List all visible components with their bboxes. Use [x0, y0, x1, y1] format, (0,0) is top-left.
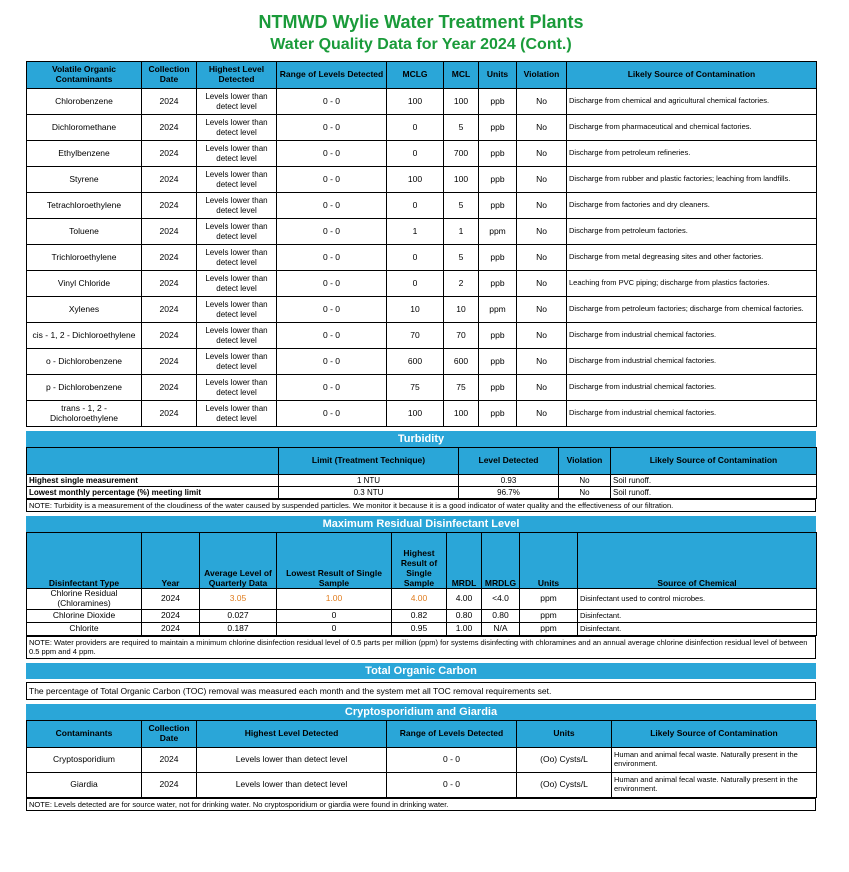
toc-band: Total Organic Carbon [26, 663, 816, 679]
voc-cell: 0 [387, 141, 444, 167]
voc-table [26, 61, 817, 427]
table-row [27, 297, 817, 323]
document-title-block [26, 12, 816, 54]
mrdl-cell: ppm [520, 589, 578, 610]
voc-cell: ppb [479, 167, 517, 193]
table-row [27, 375, 817, 401]
voc-cell: No [517, 349, 567, 375]
voc-cell: 2024 [142, 401, 197, 427]
mrdl-cell: Chlorine Dioxide [27, 609, 142, 622]
mrdl-cell: 0.027 [200, 609, 277, 622]
mrdl-cell: 0 [277, 609, 392, 622]
voc-cell: 5 [444, 245, 479, 271]
voc-cell: 75 [444, 375, 479, 401]
voc-cell: 600 [444, 349, 479, 375]
voc-cell: o - Dichlorobenzene [27, 349, 142, 375]
turbidity-header-cell: Violation [559, 448, 611, 475]
voc-cell: 0 [387, 271, 444, 297]
voc-cell: 2024 [142, 297, 197, 323]
voc-cell: 0 - 0 [277, 115, 387, 141]
table-row [27, 323, 817, 349]
mrdl-cell: Chlorine Residual (Chloramines) [27, 589, 142, 610]
turbidity-note: NOTE: Turbidity is a measurement of the cloudiness of the water caused by suspended particles. We monitor it because it is a good indicator of water quality and the effectiveness of our filtration. [26, 499, 816, 512]
mrdl-cell: 1.00 [277, 589, 392, 610]
mrdl-cell: 4.00 [447, 589, 482, 610]
voc-cell: 600 [387, 349, 444, 375]
table-row [27, 245, 817, 271]
voc-cell: Discharge from industrial chemical factories. [567, 401, 817, 427]
voc-cell: 5 [444, 193, 479, 219]
voc-cell: 2024 [142, 323, 197, 349]
mrdl-cell: 0.80 [482, 609, 520, 622]
voc-cell: Chlorobenzene [27, 89, 142, 115]
table-row [27, 271, 817, 297]
voc-cell: Discharge from metal degreasing sites and other factories. [567, 245, 817, 271]
voc-cell: Discharge from factories and dry cleaners. [567, 193, 817, 219]
crypto-cell: Cryptosporidium [27, 747, 142, 772]
mrdl-header-cell: MRDL [447, 533, 482, 589]
voc-cell: 0 - 0 [277, 375, 387, 401]
voc-cell: Discharge from chemical and agricultural chemical factories. [567, 89, 817, 115]
crypto-cell: 2024 [142, 772, 197, 797]
crypto-cell: 0 - 0 [387, 772, 517, 797]
voc-cell: ppb [479, 245, 517, 271]
voc-cell: 2024 [142, 89, 197, 115]
voc-cell: 5 [444, 115, 479, 141]
voc-cell: No [517, 375, 567, 401]
voc-header-cell: Collection Date [142, 62, 197, 89]
mrdl-cell: <4.0 [482, 589, 520, 610]
voc-cell: No [517, 167, 567, 193]
table-row [27, 193, 817, 219]
table-row [27, 115, 817, 141]
voc-cell: Dichloromethane [27, 115, 142, 141]
mrdl-cell: ppm [520, 609, 578, 622]
voc-cell: ppb [479, 375, 517, 401]
turbidity-cell: No [559, 487, 611, 499]
turbidity-band: Turbidity [26, 431, 816, 447]
voc-cell: Levels lower than detect level [197, 297, 277, 323]
turbidity-cell: Highest single measurement [27, 475, 279, 487]
voc-cell: 0 - 0 [277, 167, 387, 193]
voc-cell: Levels lower than detect level [197, 89, 277, 115]
mrdl-cell: 0.80 [447, 609, 482, 622]
voc-header-cell: Range of Levels Detected [277, 62, 387, 89]
turbidity-table [26, 447, 817, 499]
table-row [27, 475, 817, 487]
voc-cell: p - Dichlorobenzene [27, 375, 142, 401]
voc-cell: 0 - 0 [277, 297, 387, 323]
voc-cell: No [517, 401, 567, 427]
voc-cell: Levels lower than detect level [197, 167, 277, 193]
crypto-header-cell: Units [517, 720, 612, 747]
voc-cell: Discharge from petroleum factories. [567, 219, 817, 245]
voc-cell: 2024 [142, 375, 197, 401]
mrdl-cell: Disinfectant. [578, 609, 817, 622]
voc-cell: Discharge from industrial chemical factories. [567, 349, 817, 375]
voc-cell: 0 - 0 [277, 323, 387, 349]
crypto-header-cell: Range of Levels Detected [387, 720, 517, 747]
voc-header-cell: MCL [444, 62, 479, 89]
voc-cell: No [517, 89, 567, 115]
voc-cell: No [517, 193, 567, 219]
voc-cell: 2 [444, 271, 479, 297]
voc-cell: Levels lower than detect level [197, 375, 277, 401]
crypto-header-cell: Highest Level Detected [197, 720, 387, 747]
voc-cell: 2024 [142, 141, 197, 167]
turbidity-body [27, 475, 817, 499]
voc-cell: 2024 [142, 115, 197, 141]
document-page [26, 12, 816, 811]
toc-text: The percentage of Total Organic Carbon (TOC) removal was measured each month and the system met all TOC removal requirements set. [26, 682, 816, 700]
crypto-cell: (Oo) Cysts/L [517, 772, 612, 797]
turbidity-header-cell [27, 448, 279, 475]
voc-cell: ppb [479, 89, 517, 115]
table-row [27, 141, 817, 167]
table-row [27, 589, 817, 610]
voc-cell: No [517, 323, 567, 349]
mrdl-cell: 4.00 [392, 589, 447, 610]
voc-cell: Toluene [27, 219, 142, 245]
crypto-cell: Giardia [27, 772, 142, 797]
crypto-header-cell: Likely Source of Contamination [612, 720, 817, 747]
voc-body [27, 89, 817, 427]
voc-cell: No [517, 219, 567, 245]
crypto-header-cell: Contaminants [27, 720, 142, 747]
mrdl-header-row [27, 533, 817, 589]
turbidity-cell: 1 NTU [279, 475, 459, 487]
document-subtitle: Water Quality Data for Year 2024 (Cont.) [270, 35, 572, 53]
mrdl-cell: 0.95 [392, 622, 447, 635]
voc-cell: 100 [444, 89, 479, 115]
voc-cell: ppb [479, 115, 517, 141]
table-row [27, 401, 817, 427]
voc-header-cell: MCLG [387, 62, 444, 89]
crypto-table [26, 720, 817, 798]
voc-cell: ppb [479, 141, 517, 167]
table-row [27, 609, 817, 622]
voc-cell: Ethylbenzene [27, 141, 142, 167]
voc-cell: No [517, 297, 567, 323]
voc-cell: 70 [387, 323, 444, 349]
voc-cell: 100 [387, 167, 444, 193]
mrdl-header-cell: Disinfectant Type [27, 533, 142, 589]
voc-cell: ppm [479, 219, 517, 245]
mrdl-note: NOTE: Water providers are required to maintain a minimum chlorine disinfection residual level of 0.5 parts per million (ppm) for systems disinfecting with chloramines and an annual average chlorine disinfection residual level of between 0.5 ppm and 4 ppm. [26, 636, 816, 659]
voc-header-row [27, 62, 817, 89]
voc-cell: Levels lower than detect level [197, 141, 277, 167]
voc-cell: 0 [387, 193, 444, 219]
crypto-cell: Human and animal fecal waste. Naturally present in the environment. [612, 747, 817, 772]
voc-cell: Vinyl Chloride [27, 271, 142, 297]
crypto-band: Cryptosporidium and Giardia [26, 704, 816, 720]
mrdl-header-cell: MRDLG [482, 533, 520, 589]
crypto-cell: Levels lower than detect level [197, 747, 387, 772]
voc-cell: 700 [444, 141, 479, 167]
voc-cell: 0 - 0 [277, 349, 387, 375]
voc-cell: Discharge from rubber and plastic factories; leaching from landfills. [567, 167, 817, 193]
mrdl-cell: Disinfectant. [578, 622, 817, 635]
voc-cell: 100 [387, 401, 444, 427]
turbidity-cell: Soil runoff. [611, 487, 817, 499]
mrdl-cell: 3.05 [200, 589, 277, 610]
voc-cell: ppb [479, 349, 517, 375]
voc-cell: No [517, 141, 567, 167]
mrdl-cell: 0.187 [200, 622, 277, 635]
voc-cell: 0 [387, 245, 444, 271]
mrdl-header-cell: Average Level of Quarterly Data [200, 533, 277, 589]
voc-cell: Levels lower than detect level [197, 115, 277, 141]
voc-cell: Tetrachloroethylene [27, 193, 142, 219]
voc-cell: Discharge from petroleum factories; discharge from chemical factories. [567, 297, 817, 323]
crypto-note: NOTE: Levels detected are for source water, not for drinking water. No cryptosporidium or giardia were found in drinking water. [26, 798, 816, 811]
table-row [27, 167, 817, 193]
crypto-cell: 2024 [142, 747, 197, 772]
voc-header-cell: Highest Level Detected [197, 62, 277, 89]
voc-cell: ppb [479, 193, 517, 219]
turbidity-cell: 0.93 [459, 475, 559, 487]
table-row [27, 487, 817, 499]
voc-cell: Discharge from petroleum refineries. [567, 141, 817, 167]
mrdl-header-cell: Year [142, 533, 200, 589]
mrdl-header-cell: Source of Chemical [578, 533, 817, 589]
voc-cell: 2024 [142, 245, 197, 271]
mrdl-cell: 2024 [142, 622, 200, 635]
voc-cell: Xylenes [27, 297, 142, 323]
voc-cell: Trichloroethylene [27, 245, 142, 271]
table-row [27, 622, 817, 635]
voc-cell: Levels lower than detect level [197, 219, 277, 245]
voc-cell: 0 [387, 115, 444, 141]
mrdl-header-cell: Units [520, 533, 578, 589]
turbidity-cell: Soil runoff. [611, 475, 817, 487]
voc-cell: 70 [444, 323, 479, 349]
voc-cell: Levels lower than detect level [197, 193, 277, 219]
table-row [27, 89, 817, 115]
voc-cell: Levels lower than detect level [197, 245, 277, 271]
turbidity-cell: 96.7% [459, 487, 559, 499]
voc-cell: 10 [444, 297, 479, 323]
voc-cell: 0 - 0 [277, 245, 387, 271]
mrdl-cell: 0.82 [392, 609, 447, 622]
crypto-cell: Levels lower than detect level [197, 772, 387, 797]
voc-cell: ppb [479, 401, 517, 427]
crypto-cell: 0 - 0 [387, 747, 517, 772]
mrdl-cell: 1.00 [447, 622, 482, 635]
voc-header-cell: Violation [517, 62, 567, 89]
voc-cell: 0 - 0 [277, 193, 387, 219]
voc-cell: Discharge from industrial chemical factories. [567, 323, 817, 349]
voc-cell: Levels lower than detect level [197, 323, 277, 349]
mrdl-cell: ppm [520, 622, 578, 635]
voc-cell: 2024 [142, 271, 197, 297]
voc-cell: ppb [479, 271, 517, 297]
crypto-cell: Human and animal fecal waste. Naturally present in the environment. [612, 772, 817, 797]
mrdl-cell: Disinfectant used to control microbes. [578, 589, 817, 610]
voc-cell: 0 - 0 [277, 141, 387, 167]
mrdl-cell: 2024 [142, 609, 200, 622]
document-title: NTMWD Wylie Water Treatment Plants [258, 12, 584, 32]
mrdl-header-cell: Lowest Result of Single Sample [277, 533, 392, 589]
voc-cell: ppm [479, 297, 517, 323]
turbidity-cell: No [559, 475, 611, 487]
voc-header-cell: Units [479, 62, 517, 89]
voc-cell: Discharge from pharmaceutical and chemical factories. [567, 115, 817, 141]
voc-cell: Styrene [27, 167, 142, 193]
voc-cell: trans - 1, 2 - Dicholoroethylene [27, 401, 142, 427]
voc-cell: 2024 [142, 219, 197, 245]
voc-cell: 2024 [142, 193, 197, 219]
voc-cell: 1 [444, 219, 479, 245]
crypto-body [27, 747, 817, 797]
mrdl-cell: Chlorite [27, 622, 142, 635]
voc-cell: 100 [387, 89, 444, 115]
voc-cell: 2024 [142, 167, 197, 193]
turbidity-header-cell: Level Detected [459, 448, 559, 475]
voc-cell: No [517, 245, 567, 271]
turbidity-header-cell: Limit (Treatment Technique) [279, 448, 459, 475]
mrdl-cell: 2024 [142, 589, 200, 610]
mrdl-table [26, 532, 817, 636]
voc-cell: 0 - 0 [277, 401, 387, 427]
voc-cell: Leaching from PVC piping; discharge from plastics factories. [567, 271, 817, 297]
mrdl-band: Maximum Residual Disinfectant Level [26, 516, 816, 532]
table-row [27, 747, 817, 772]
turbidity-cell: Lowest monthly percentage (%) meeting limit [27, 487, 279, 499]
mrdl-body [27, 589, 817, 636]
voc-cell: Levels lower than detect level [197, 271, 277, 297]
voc-cell: 10 [387, 297, 444, 323]
voc-header-cell: Volatile Organic Contaminants [27, 62, 142, 89]
crypto-header-row [27, 720, 817, 747]
voc-cell: Levels lower than detect level [197, 401, 277, 427]
voc-cell: 100 [444, 401, 479, 427]
mrdl-cell: N/A [482, 622, 520, 635]
voc-cell: 100 [444, 167, 479, 193]
voc-header-cell: Likely Source of Contamination [567, 62, 817, 89]
voc-cell: 1 [387, 219, 444, 245]
mrdl-header-cell: Highest Result of Single Sample [392, 533, 447, 589]
voc-cell: 2024 [142, 349, 197, 375]
turbidity-cell: 0.3 NTU [279, 487, 459, 499]
voc-cell: Discharge from industrial chemical factories. [567, 375, 817, 401]
table-row [27, 219, 817, 245]
voc-cell: 0 - 0 [277, 89, 387, 115]
table-row [27, 772, 817, 797]
turbidity-header-cell: Likely Source of Contamination [611, 448, 817, 475]
voc-cell: 75 [387, 375, 444, 401]
voc-cell: Levels lower than detect level [197, 349, 277, 375]
crypto-header-cell: Collection Date [142, 720, 197, 747]
turbidity-header-row [27, 448, 817, 475]
voc-cell: 0 - 0 [277, 271, 387, 297]
voc-cell: cis - 1, 2 - Dichloroethylene [27, 323, 142, 349]
table-row [27, 349, 817, 375]
voc-cell: 0 - 0 [277, 219, 387, 245]
voc-cell: No [517, 115, 567, 141]
mrdl-cell: 0 [277, 622, 392, 635]
voc-cell: ppb [479, 323, 517, 349]
voc-cell: No [517, 271, 567, 297]
crypto-cell: (Oo) Cysts/L [517, 747, 612, 772]
